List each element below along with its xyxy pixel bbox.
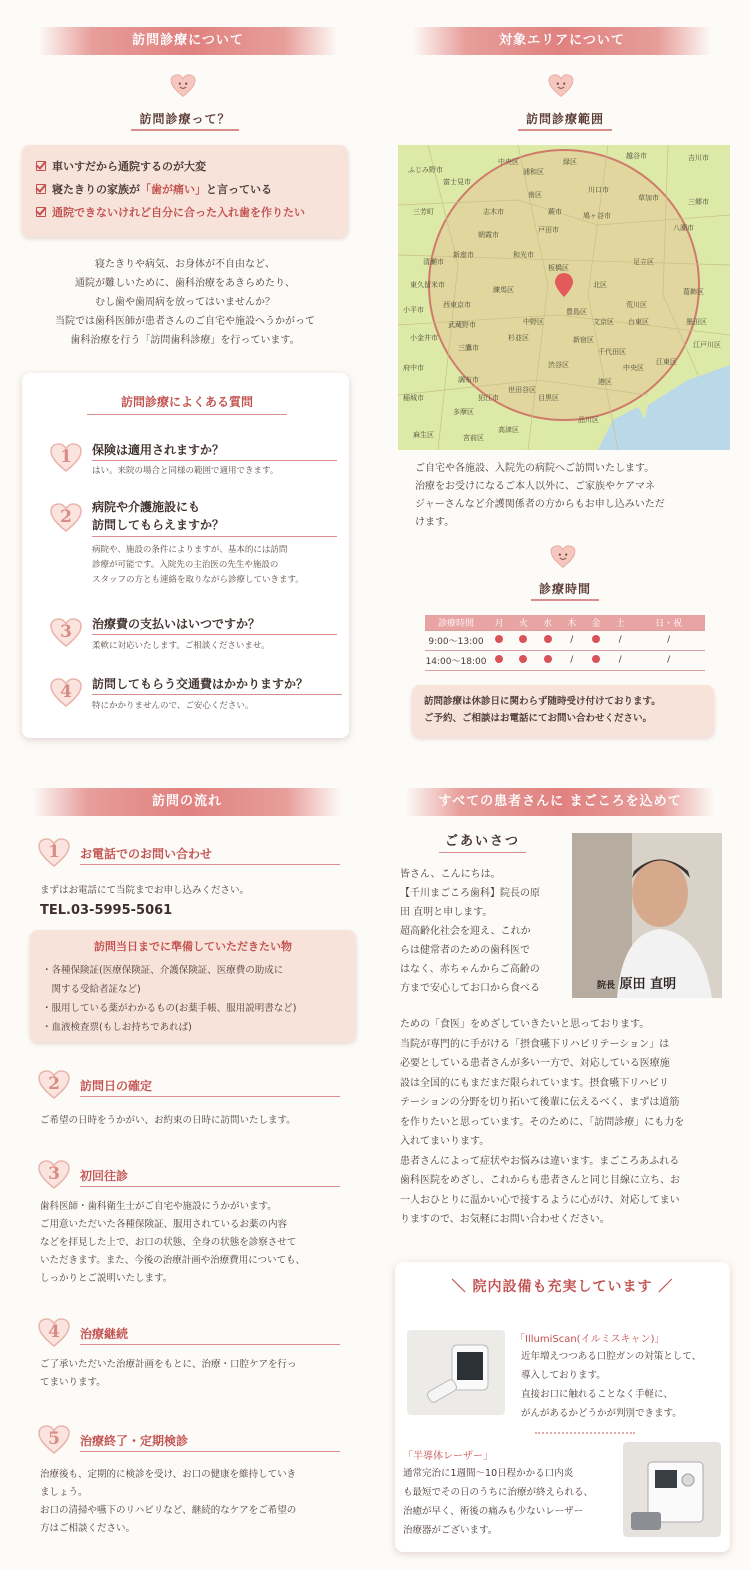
map-label: 千代田区 <box>598 348 626 356</box>
step-title: 治療終了・定期検診 <box>80 1432 340 1452</box>
map-label: 練馬区 <box>493 286 514 294</box>
check-list <box>22 145 348 237</box>
check-item: 車いすだから通院するのが大変 <box>36 158 348 174</box>
open-dot-icon <box>495 635 503 643</box>
step-title: 初回往診 <box>80 1167 340 1187</box>
map-label: 府中市 <box>403 364 424 372</box>
hours-cell: / <box>632 650 705 670</box>
map-label: 世田谷区 <box>508 386 536 394</box>
hours-row: 9:00〜13:00 / / / <box>425 630 705 650</box>
map-label: 蕨市 <box>548 208 562 216</box>
faq-number: 4 <box>60 682 72 702</box>
check-item: 通院できないけれど自分に合った入れ歯を作りたい <box>36 204 348 220</box>
map-label: 目黒区 <box>538 394 559 402</box>
map-label: 富士見市 <box>443 178 471 186</box>
map-label: 宮前区 <box>463 434 484 442</box>
step-text: まずはお電話にて当院までお申し込みください。 <box>40 885 250 896</box>
map-label: 稲城市 <box>403 394 424 402</box>
map-label: 麻生区 <box>413 431 434 439</box>
map-label: 川口市 <box>588 186 609 194</box>
faq-title: 訪問診療によくある質問 <box>87 390 287 415</box>
about-intro: 寝たきりや病気、お身体が不自由など、 通院が難しいために、歯科治療をあきらめたり、 むし歯や歯周病を放ってはいませんか？ 当院では歯科医師が患者さんのご自宅や施設へうかがって 歯科治療を行う「訪問歯科診療」を行っています。 <box>55 259 315 346</box>
map-label: 小平市 <box>403 306 424 314</box>
heart-face-icon <box>548 74 574 98</box>
open-dot-icon <box>592 655 600 663</box>
map-label: 品川区 <box>578 416 599 424</box>
map-label: 三郷市 <box>688 198 709 206</box>
map-label: 清瀬市 <box>423 258 444 266</box>
map-label: 北区 <box>593 281 607 289</box>
hours-notice: 訪問診療は休診日に関わらず随時受け付けております。 ご予約、ご相談はお電話にてお問い合わせください。 <box>412 685 714 737</box>
area-subtitle: 訪問診療範囲 <box>420 110 710 127</box>
hours-cell <box>487 630 511 650</box>
map-label: 高津区 <box>498 426 519 434</box>
faq-number: 3 <box>60 622 72 642</box>
map-label: 台東区 <box>628 318 649 326</box>
hours-cell <box>535 650 559 670</box>
map-label: 緑区 <box>563 158 577 166</box>
equipment-card <box>395 1262 730 1552</box>
step-number: 5 <box>48 1429 60 1449</box>
map-label: 荒川区 <box>626 301 647 309</box>
hours-cell <box>487 650 511 670</box>
map-label: 小金井市 <box>410 334 438 342</box>
check-item: 寝たきりの家族が 「歯が痛い」 と言っている <box>36 181 348 197</box>
about-subtitle: 訪問診療って？ <box>40 110 330 127</box>
map-label: 浦和区 <box>523 168 544 176</box>
map-label: 板橋区 <box>548 264 569 272</box>
map-label: 越谷市 <box>626 152 647 160</box>
map-label: 足立区 <box>633 258 654 266</box>
step-title: 治療継続 <box>80 1325 340 1345</box>
hours-cell: / <box>560 650 584 670</box>
open-dot-icon <box>495 655 503 663</box>
map-label: 中央区 <box>498 158 519 166</box>
laser-name: 「半導体レーザー」 <box>403 1451 493 1462</box>
faq-number: 2 <box>60 507 72 527</box>
map-label: 三鷹市 <box>458 344 479 352</box>
map-label: 新宿区 <box>573 336 594 344</box>
step-text: 治療後も、定期的に検診を受け、お口の健康を維持していき ましょう。 お口の清掃や嚥下のリハビリなど、継続的なケアをご希望の 方はご相談ください。 <box>40 1469 297 1534</box>
prep-title: 訪問当日までに準備していただきたい物 <box>94 940 292 953</box>
illumiscan-text: 近年増えつつある口腔ガンの対策として、 導入しております。 直接お口に触れることなく手軽に、 がんがあるかどうかが判別できます。 <box>521 1351 702 1419</box>
map-label: 鳩ヶ谷市 <box>583 212 611 220</box>
map-label: 三芳町 <box>413 208 434 216</box>
faq-question: 病院や介護施設にも 訪問してもらえますか？ <box>92 498 337 537</box>
map-label: 南区 <box>528 191 542 199</box>
hours-row: 14:00〜18:00 / / / <box>425 650 705 670</box>
checkbox-icon <box>36 207 46 217</box>
step-text: ご了承いただいた治療計画をもとに、治療・口腔ケアを行っ てまいります。 <box>40 1359 297 1388</box>
laser-photo <box>623 1442 721 1537</box>
hours-cell <box>584 630 608 650</box>
greeting-title: ごあいさつ <box>400 830 565 849</box>
map-label: 港区 <box>598 378 612 386</box>
map-label: 多摩区 <box>453 408 474 416</box>
hours-cell <box>511 650 535 670</box>
faq-answer: 病院や、施設の条件によりますが、基本的には訪問 診療が可能です。入院先の主治医の先生や施設の スタッフの方とも連絡を取りながら診療していきます。 <box>92 545 304 585</box>
director-photo <box>572 833 722 998</box>
faq-card <box>22 373 349 738</box>
map-label: 調布市 <box>458 376 479 384</box>
step-number: 2 <box>48 1074 60 1094</box>
phone-number[interactable]: TEL.03-5995-5061 <box>40 903 173 918</box>
step-text: 歯科医師・歯科衛生士がご自宅や施設にうかがいます。 ご用意いただいた各種保険証、服用されているお薬の内容 などを拝見した上で、お口の状態、全身の状態を診察させて いただきます。また、今後の治療計画や治療費用についても、 しっかりとご説明いたします。 <box>40 1201 306 1284</box>
map-label: 新座市 <box>453 251 474 259</box>
map-label: 狛江市 <box>478 394 499 402</box>
faq-answer: 柔軟に対応いたします。ご相談くださいませ。 <box>92 641 270 651</box>
hours-cell <box>584 650 608 670</box>
hours-cell <box>511 630 535 650</box>
director-nameplate: 院長 原田 直明 <box>597 977 677 992</box>
hours-cell: / <box>608 650 632 670</box>
step-text: ご希望の日時をうかがい、お約束の日時に訪問いたします。 <box>40 1115 296 1126</box>
step-number: 4 <box>48 1322 60 1342</box>
map-label: 文京区 <box>593 318 614 326</box>
flow-header: 訪問の流れ <box>32 788 342 816</box>
map-label: 草加市 <box>638 194 659 202</box>
map-label: 渋谷区 <box>548 361 569 369</box>
faq-question: 治療費の支払いはいつですか？ <box>92 615 337 635</box>
greeting-body: ための「食医」をめざしていきたいと思っております。 当院が専門的に手がける「摂食嚥下リハビリテーション」は 必要としている患者さんが多い一方で、対応している医療施 設は全国的にもまだまだ限られています。摂食嚥下リハビリ テーションの分野を切り拓いて後輩に伝えるべく、まずは道筋 を作りたいと思っています。そのために、「訪問診療」にも力を 入れてまいります。 患者さんによって症状やお悩みは違います。まごころあふれる 歯科医院をめざし、これからも患者さんと同じ目線に立ち、お 一人おひとりに温かい心で接するように心がけ、対応してまい りますので、お気軽にお問い合わせください。 <box>400 1019 685 1225</box>
map-label: 葛飾区 <box>683 288 704 296</box>
hours-cell: / <box>560 630 584 650</box>
hours-cell: / <box>632 630 705 650</box>
map-label: 西東京市 <box>443 301 471 309</box>
divider <box>535 1432 635 1434</box>
map-label: 中央区 <box>623 364 644 372</box>
faq-answer: はい。来院の場合と同様の範囲で適用できます。 <box>92 466 279 476</box>
map-label: 墨田区 <box>686 318 707 326</box>
map-label: ふじみ野市 <box>408 166 443 174</box>
heart-face-icon <box>170 74 196 98</box>
hours-title: 診療時間 <box>420 580 710 597</box>
step-number: 3 <box>48 1164 60 1184</box>
map-label: 杉並区 <box>508 334 529 342</box>
map-label: 吉川市 <box>688 154 709 162</box>
map-graphic <box>398 145 730 450</box>
map-label: 東久留米市 <box>410 281 445 289</box>
map-label: 志木市 <box>483 208 504 216</box>
open-dot-icon <box>519 655 527 663</box>
illumiscan-photo <box>407 1330 505 1415</box>
step-title: 訪問日の確定 <box>80 1077 340 1097</box>
service-area-map <box>398 145 730 450</box>
prep-box <box>30 930 356 1042</box>
about-header: 訪問診療について <box>38 27 338 55</box>
map-label: 和光市 <box>513 251 534 259</box>
hours-cell: / <box>608 630 632 650</box>
area-desc: ご自宅や各施設、入院先の病院へご訪問いたします。 治療をお受けになるご本人以外に、ご家族やケアマネ ジャーさんなど介護関係者の方からもお申し込みいただ けます。 <box>415 463 665 528</box>
greeting-header: すべての患者さんに まごころを込めて <box>405 788 715 816</box>
map-label: 江東区 <box>656 358 677 366</box>
map-label: 中野区 <box>523 318 544 326</box>
map-label: 江戸川区 <box>693 341 721 349</box>
map-label: 武蔵野市 <box>448 321 476 329</box>
faq-answer: 特にかかりませんので、ご安心ください。 <box>92 701 254 711</box>
scanner-icon <box>407 1330 505 1415</box>
laser-device-icon <box>623 1442 721 1537</box>
hours-table <box>425 615 705 671</box>
step-title: お電話でのお問い合わせ <box>80 845 340 865</box>
laser-text: 通常完治に1週間〜10日程かかる口内炎 も最短でその日のうちに治療が終えられる、 治癒が早く、術後の痛みも少ないレーザー 治療器がございます。 <box>403 1468 594 1536</box>
hours-header-row: 診療時間 月 火 水 木 金 土 日・祝 <box>425 615 705 630</box>
open-dot-icon <box>544 635 552 643</box>
greeting-intro: 皆さん、こんにちは。 【千川まごころ歯科】院長の原 田 直明と申します。 超高齢化社会を迎え、これか らは健常者のための歯科医で はなく、赤ちゃんからご高齢の 方まで安心してお口から食べる <box>400 869 540 994</box>
area-header: 対象エリアについて <box>412 27 712 55</box>
faq-question: 保険は適用されますか？ <box>92 441 337 461</box>
open-dot-icon <box>544 655 552 663</box>
faq-number: 1 <box>60 447 72 467</box>
checkbox-icon <box>36 161 46 171</box>
prep-list: ・各種保険証(医療保険証、介護保険証、医療費の助成に 関する受給者証など) ・服用している薬がわかるもの(お薬手帳、服用説明書など) ・血液検査票(もしお持ちであれば) <box>42 965 297 1033</box>
checkbox-icon <box>36 184 46 194</box>
step-number: 1 <box>48 842 60 862</box>
faq-question: 訪問してもらう交通費はかかりますか？ <box>92 675 342 695</box>
map-label: 豊島区 <box>566 308 587 316</box>
map-label: 戸田市 <box>538 226 559 234</box>
hours-cell <box>535 630 559 650</box>
map-label: 八潮市 <box>673 224 694 232</box>
heart-face-icon <box>550 545 576 569</box>
open-dot-icon <box>519 635 527 643</box>
open-dot-icon <box>592 635 600 643</box>
illumiscan-name: 「IllumiScan(イルミスキャン)」 <box>515 1334 665 1345</box>
equipment-title: ＼ 院内設備も充実しています ／ <box>451 1279 674 1295</box>
map-label: 朝霞市 <box>478 231 499 239</box>
